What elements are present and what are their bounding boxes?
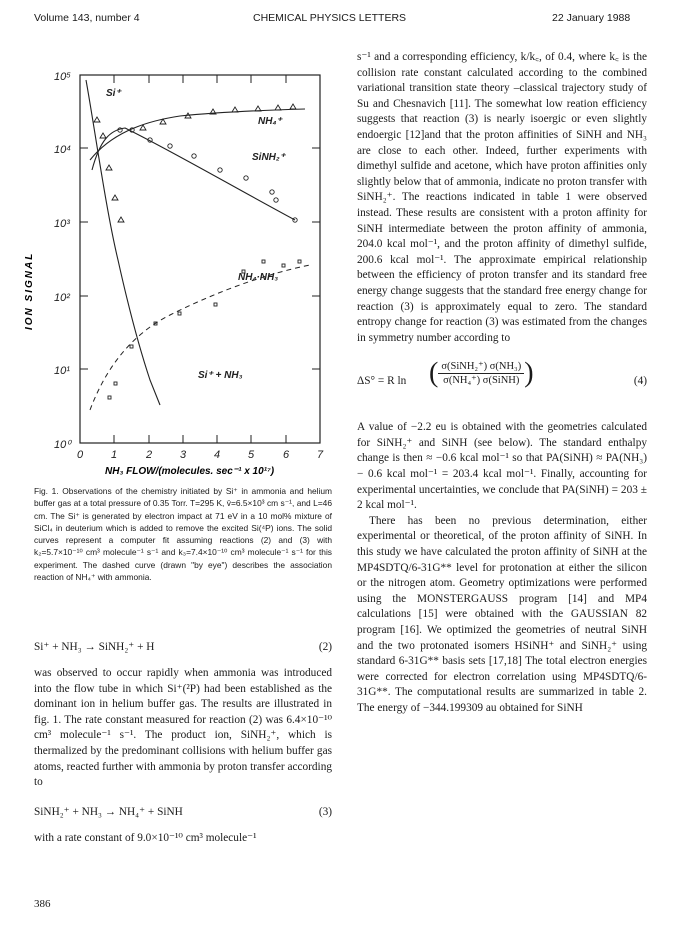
x-tick-label: 7 [316, 449, 324, 461]
y-tick-label: 10⁴ [54, 144, 71, 156]
equation-2-body: Si⁺ + NH₃ → SiNH₂⁺ + H [34, 641, 155, 653]
equation-4-lhs: ΔS° = R ln [357, 375, 407, 388]
y-tick-label: 10³ [54, 218, 70, 230]
equation-2-number: (2) [318, 641, 332, 653]
figure-caption: Fig. 1. Observations of the chemistry initiated by Si⁺ in ammonia and helium buffer gas at a total pressure of 0.35 Torr. T=295 K, v̄=6.5×10³ cm s⁻¹, and L=46 cm. The Si⁺ is generated by electron impact at 71 eV in a 10 mol% mixture of SiCl₄ in deuterium which is added to remove the excited Si(⁴P) ions. The solid curves represent a computer fit assuming reactions (2) and (3) with k₂=5.7×10⁻¹⁰ cm³ molecule⁻¹ s⁻¹ and k₃=7.4×10⁻¹⁰ cm³ molecule⁻¹ s⁻¹ for this experiment. The dashed curve (drawn "by eye") describes the association reaction of NH₄⁺ with ammonia. [34, 486, 332, 583]
series-label-sinh2-plus: SiNH₂⁺ [252, 152, 285, 163]
x-tick-label: 2 [145, 449, 153, 461]
right-paragraph-2: A value of −2.2 eu is obtained with the geometries calculated for SiNH₂⁺ and SiNH (see below). The standard enthalpy change is then ≈ −0.6 kcal mol⁻¹ so that PA(SiNH) ≈ PA(NH₃) − 0.6 kcal mol⁻¹ = 203.4 kcal mol⁻¹. Finally, accounting for experimental uncertainties, we conclude that PA(SiNH) = 203 ± 2 kcal mol⁻¹. [357, 421, 647, 512]
x-tick-label: 0 [76, 449, 84, 461]
x-tick-label: 4 [213, 449, 221, 461]
issue-date: 22 January 1988 [552, 12, 631, 24]
x-tick-label: 5 [247, 449, 255, 461]
volume-number: Volume 143, number 4 [34, 12, 140, 24]
y-tick-label: 10⁰ [54, 439, 71, 451]
equation-3-body: SiNH₂⁺ + NH₃ → NH₄⁺ + SiNH [34, 805, 183, 818]
equation-4: ΔS° = R ln ( $\frac{\text{σ(SiNH₂⁺) σ(NH₃)}}{\text{σ(NH₄⁺) σ(SiNH)}}$ ) (4) [357, 357, 647, 389]
right-paragraph-1: s⁻¹ and a corresponding efficiency, k/k꜀, of 0.4, where k꜀ is the collision rate constant calculated according to the combined variational transition state theory –classical trajectory study of Su and Chesnavich [11]. The somewhat low reation efficiency suggests that reaction (3) is nearly isoergic or even slightly endoergic [12]and that the proton affinities of SiNH and NH₃ are close to each other. Indeed, further experiments with dimethyl sulfide and acetone, which have proton affinities only slightly below that of ammonia, indicate no proton transfer with SiNH₂⁺. The reactions indicated in table 1 were observed instead. These results are consistent with a proton affinity for SiNH intermediate between the proton affinity of ammonia, 204.0 kcal mol⁻¹, and the proton affinity of dimethyl sulfide, 200.6 kcal mol⁻¹. The approximate empirical relationship between the efficiency of proton transfer and its standard free energy change suggests that the standard free energy change for reaction (3) is approximately equal to zero. The standard entropy change for reaction (3) was estimated from the changes in symmetry number according to [357, 51, 647, 344]
equation-2 [34, 636, 332, 660]
x-axis-label: NH₃ FLOW/(molecules. sec⁻¹ x 10¹⁷) [105, 466, 275, 477]
right-paragraph-3: There has been no previous determination, either experimental or theoretical, of the proton affinity of SiNH. In this study we have calculated the proton affinity of SiNH at the MP4SDTQ/6-31G** level for protonation at either the silicon or the nitrogen atom. Geometry optimizations were performed using the MONSTERGAUSS program [14] and MP4 calculations [15] were obtained with the GAUSSIAN 82 program [16]. We optimized the geometries of neutral SiNH and the two protonated isomers HSiNH⁺ and SiNH₂⁺ using standard 6-31G** basis sets [17,18] The total electron energies were corrected for electron correlation using MP4SDTQ/6-31G**. The computational results are summarized in table 2. The energy of −344.199309 au obtained for SiNH [357, 514, 647, 714]
equation-4-numerator: σ(SiNH₂⁺) σ(NH₃) [438, 360, 524, 374]
equation-3-number: (3) [318, 805, 332, 818]
right-column [357, 50, 647, 717]
figure-1-plot [10, 60, 340, 480]
y-tick-label: 10² [54, 292, 70, 304]
x-tick-label: 1 [110, 449, 118, 461]
journal-title: CHEMICAL PHYSICS LETTERS [253, 12, 407, 24]
sinh2-plus-curve [92, 128, 295, 220]
series-label-nh4-plus: NH₄⁺ [258, 116, 282, 127]
left-column [34, 636, 332, 846]
y-axis-label: ION SIGNAL [24, 251, 35, 330]
equation-3 [34, 801, 332, 825]
y-tick-label: 10¹ [54, 365, 70, 377]
left-paragraph-1: was observed to occur rapidly when ammonia was introduced into the flow tube in which Si⁺(²P) had been established as the dominant ion in helium buffer gas. The results are illustrated in fig. 1. The rate constant measured for reaction (2) was 6.4×10⁻¹⁰ cm³ molecule⁻¹ s⁻¹. The product ion, SiNH₂⁺, which is thermalized by the predominant collisions with helium buffer gas atoms, reacted further with ammonia by proton transfer according to [34, 667, 332, 789]
data-markers [94, 104, 301, 399]
equation-4-denominator: σ(NH₄⁺) σ(SiNH) [443, 375, 520, 387]
x-tick-label: 3 [179, 449, 187, 461]
equation-4-fraction [438, 360, 524, 387]
x-tick-label: 6 [282, 449, 290, 461]
left-paragraph-2: with a rate constant of 9.0×10⁻¹⁰ cm³ molecule⁻¹ [34, 831, 257, 844]
series-label-si-nh3: Si⁺ + NH₃ [198, 370, 243, 381]
nh4-nh3-curve [90, 265, 310, 410]
y-tick-label: 10⁵ [54, 71, 71, 83]
series-label-si-plus: Si⁺ [106, 88, 121, 99]
equation-4-number: (4) [633, 375, 647, 388]
series-label-nh4-nh3: NH₄·NH₃ [238, 272, 279, 283]
page-number: 386 [34, 898, 51, 910]
